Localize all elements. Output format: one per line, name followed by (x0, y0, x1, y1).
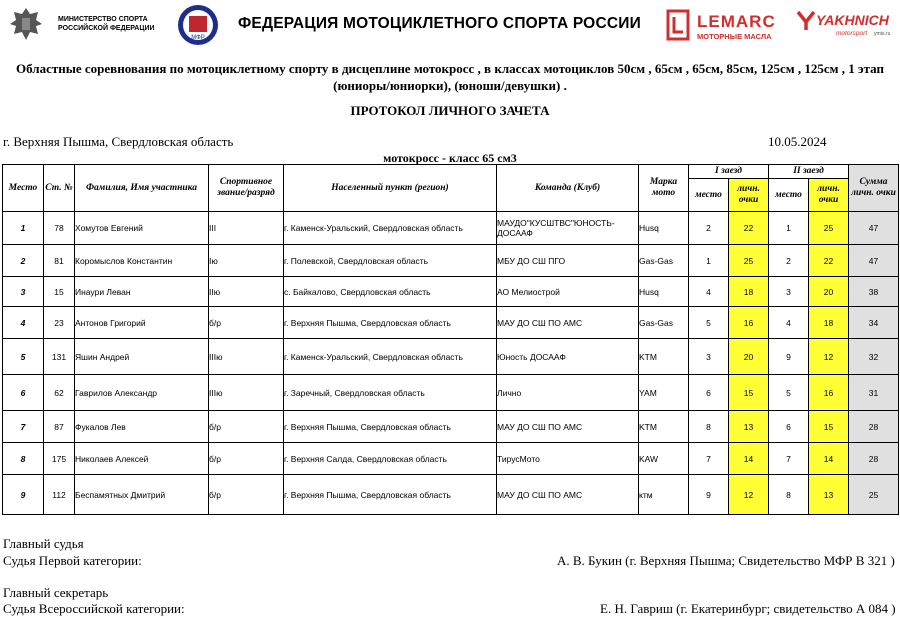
row-race-2-place: 3 (769, 277, 809, 307)
row-race-1-points: 18 (729, 277, 769, 307)
row-race-1-points: 16 (729, 307, 769, 339)
row-name: Гаврилов Александр (75, 375, 209, 411)
yakhnich-emblem-icon (796, 10, 816, 32)
row-moto: Husq (639, 277, 689, 307)
row-race-2-points: 20 (809, 277, 849, 307)
lemarc-name: LEMARC (697, 12, 776, 31)
row-team: Лично (497, 375, 639, 411)
row-race-2-points: 13 (809, 475, 849, 515)
row-race-2-place: 7 (769, 443, 809, 475)
row-moto: Gas-Gas (639, 245, 689, 277)
header-race-1: I заезд (689, 165, 769, 179)
row-race-2-place: 2 (769, 245, 809, 277)
yakhnich-site: ymts.ru (874, 31, 891, 37)
header-team: Команда (Клуб) (497, 165, 639, 212)
table-row (3, 475, 899, 515)
row-number: 87 (44, 411, 75, 443)
mfr-logo-text: МФР (191, 35, 205, 41)
header-city: Населенный пункт (регион) (284, 165, 497, 212)
row-city: г. Каменск-Уральский, Свердловская область (284, 212, 497, 245)
russian-coat-of-arms-icon (6, 4, 46, 44)
row-sum: 47 (849, 212, 899, 245)
row-number: 23 (44, 307, 75, 339)
row-team: МАУДО"КУСШТВС"ЮНОСТЬ-ДОСААФ (497, 212, 639, 245)
row-place: 5 (3, 339, 44, 375)
row-race-2-points: 16 (809, 375, 849, 411)
chief-secretary-name: Е. Н. Гавриш (г. Екатеринбург; свидетельство А 084 ) (600, 601, 896, 616)
row-moto: KTM (639, 411, 689, 443)
row-race-1-place: 7 (689, 443, 729, 475)
yakhnich-logo (796, 10, 896, 40)
table-row (3, 212, 899, 245)
row-race-1-place: 1 (689, 245, 729, 277)
row-moto: KTM (639, 339, 689, 375)
row-number: 78 (44, 212, 75, 245)
row-place: 2 (3, 245, 44, 277)
row-race-2-place: 5 (769, 375, 809, 411)
row-team: МБУ ДО СШ ПГО (497, 245, 639, 277)
row-race-1-place: 8 (689, 411, 729, 443)
row-team: Юность ДОСААФ (497, 339, 639, 375)
chief-judge-category: Судья Первой категории: (3, 553, 142, 568)
row-name: Николаев Алексей (75, 443, 209, 475)
row-name: Антонов Григорий (75, 307, 209, 339)
row-team: МАУ ДО СШ ПО АМС (497, 411, 639, 443)
header-race-2: II заезд (769, 165, 849, 179)
header-place: Место (3, 165, 44, 212)
event-title (10, 60, 890, 94)
table-row (3, 411, 899, 443)
page-header (0, 0, 900, 50)
ministry-line-2: РОССИЙСКОЙ ФЕДЕРАЦИИ (58, 25, 155, 32)
row-number: 62 (44, 375, 75, 411)
lemarc-logo (665, 8, 785, 42)
row-moto: Gas-Gas (639, 307, 689, 339)
row-rank: III (209, 212, 284, 245)
row-place: 1 (3, 212, 44, 245)
row-number: 131 (44, 339, 75, 375)
event-title-line-1: Областные соревнования по мотоциклетному спорту в дисцеплине мотокросс , в классах мотоциклов 50см , 65см , 65см, 85см, 125см , 125см , 1 этап (16, 61, 884, 76)
row-race-2-points: 22 (809, 245, 849, 277)
header-race-2-place: место (769, 179, 809, 212)
row-city: г. Верхняя Пышма, Свердловская область (284, 475, 497, 515)
header-number: Ст. № (44, 165, 75, 212)
row-sum: 32 (849, 339, 899, 375)
row-city: г. Заречный, Свердловская область (284, 375, 497, 411)
row-city: г. Верхняя Пышма, Свердловская область (284, 307, 497, 339)
row-race-1-place: 5 (689, 307, 729, 339)
row-rank: Iю (209, 245, 284, 277)
row-number: 81 (44, 245, 75, 277)
row-race-1-points: 22 (729, 212, 769, 245)
row-sum: 25 (849, 475, 899, 515)
row-race-2-points: 15 (809, 411, 849, 443)
row-race-2-points: 18 (809, 307, 849, 339)
header-rank: Спортивное звание/разряд (209, 165, 284, 212)
row-city: г. Полевской, Свердловская область (284, 245, 497, 277)
row-moto: Husq (639, 212, 689, 245)
event-location: г. Верхняя Пышма, Свердловская область (3, 134, 234, 149)
row-place: 4 (3, 307, 44, 339)
row-sum: 28 (849, 443, 899, 475)
row-city: г. Каменск-Уральский, Свердловская область (284, 339, 497, 375)
row-number: 15 (44, 277, 75, 307)
chief-judge-label: Главный судья (3, 536, 84, 551)
ministry-line-1: МИНИСТЕРСТВО СПОРТА (58, 16, 148, 23)
header-race-1-place: место (689, 179, 729, 212)
row-race-2-points: 14 (809, 443, 849, 475)
row-race-1-points: 13 (729, 411, 769, 443)
row-sum: 34 (849, 307, 899, 339)
row-race-1-place: 3 (689, 339, 729, 375)
row-moto: KAW (639, 443, 689, 475)
row-race-2-place: 1 (769, 212, 809, 245)
row-place: 3 (3, 277, 44, 307)
row-team: МАУ ДО СШ ПО АМС (497, 307, 639, 339)
row-moto: YAM (639, 375, 689, 411)
row-team: АО Мелиострой (497, 277, 639, 307)
row-sum: 28 (849, 411, 899, 443)
row-place: 8 (3, 443, 44, 475)
row-race-1-points: 25 (729, 245, 769, 277)
table-row (3, 245, 899, 277)
mfr-logo-icon (176, 3, 220, 47)
row-rank: IIIю (209, 375, 284, 411)
row-race-2-place: 8 (769, 475, 809, 515)
row-race-2-points: 25 (809, 212, 849, 245)
row-rank: IIIю (209, 339, 284, 375)
event-title-line-2: (юниоры/юниорки), (юноши/девушки) . (333, 78, 567, 93)
row-rank: б/р (209, 307, 284, 339)
results-table (2, 164, 899, 515)
row-race-1-points: 14 (729, 443, 769, 475)
row-place: 7 (3, 411, 44, 443)
class-title: мотокросс - класс 65 см3 (383, 151, 517, 165)
row-number: 175 (44, 443, 75, 475)
ministry-name (58, 15, 173, 33)
row-team: ТирусМото (497, 443, 639, 475)
yakhnich-subtitle: motorsport (836, 30, 868, 37)
table-row (3, 277, 899, 307)
row-name: Фукалов Лев (75, 411, 209, 443)
row-race-1-points: 12 (729, 475, 769, 515)
row-name: Хомутов Евгений (75, 212, 209, 245)
lemarc-subtitle: МОТОРНЫЕ МАСЛА (697, 32, 772, 41)
lemarc-emblem-icon (665, 8, 691, 42)
table-row (3, 307, 899, 339)
chief-secretary-category: Судья Всероссийской категории: (3, 601, 185, 616)
row-city: с. Байкалово, Свердловская область (284, 277, 497, 307)
row-rank: IIю (209, 277, 284, 307)
row-city: г. Верхняя Салда, Свердловская область (284, 443, 497, 475)
row-name: Беспамятных Дмитрий (75, 475, 209, 515)
header-race-2-points: личн. очки (809, 179, 849, 212)
header-sum: Сумма личн. очки (849, 165, 899, 212)
row-rank: б/р (209, 411, 284, 443)
yakhnich-name: YAKHNICH (816, 12, 889, 28)
row-name: Инаури Леван (75, 277, 209, 307)
row-name: Коромыслов Константин (75, 245, 209, 277)
row-place: 9 (3, 475, 44, 515)
table-row (3, 443, 899, 475)
event-date: 10.05.2024 (768, 134, 827, 149)
header-name: Фамилия, Имя участника (75, 165, 209, 212)
row-city: г. Верхняя Пышма, Свердловская область (284, 411, 497, 443)
protocol-title: ПРОТОКОЛ ЛИЧНОГО ЗАЧЕТА (350, 103, 550, 118)
row-sum: 47 (849, 245, 899, 277)
row-race-2-place: 6 (769, 411, 809, 443)
header-moto: Марка мото (639, 165, 689, 212)
table-row (3, 339, 899, 375)
row-rank: б/р (209, 443, 284, 475)
row-team: МАУ ДО СШ ПО АМС (497, 475, 639, 515)
row-race-1-place: 9 (689, 475, 729, 515)
row-race-2-place: 9 (769, 339, 809, 375)
row-sum: 38 (849, 277, 899, 307)
header-race-1-points: личн. очки (729, 179, 769, 212)
row-race-1-points: 20 (729, 339, 769, 375)
row-name: Яшин Андрей (75, 339, 209, 375)
row-number: 112 (44, 475, 75, 515)
chief-secretary-label: Главный секретарь (3, 585, 109, 600)
row-race-2-place: 4 (769, 307, 809, 339)
row-race-1-place: 2 (689, 212, 729, 245)
row-rank: б/р (209, 475, 284, 515)
row-place: 6 (3, 375, 44, 411)
federation-title: ФЕДЕРАЦИЯ МОТОЦИКЛЕТНОГО СПОРТА РОССИИ (238, 15, 641, 32)
row-sum: 31 (849, 375, 899, 411)
row-race-1-place: 4 (689, 277, 729, 307)
chief-judge-name: А. В. Букин (г. Верхняя Пышма; Свидетельство МФР В 321 ) (557, 553, 895, 568)
row-race-2-points: 12 (809, 339, 849, 375)
row-race-1-points: 15 (729, 375, 769, 411)
row-race-1-place: 6 (689, 375, 729, 411)
row-moto: ктм (639, 475, 689, 515)
table-row (3, 375, 899, 411)
